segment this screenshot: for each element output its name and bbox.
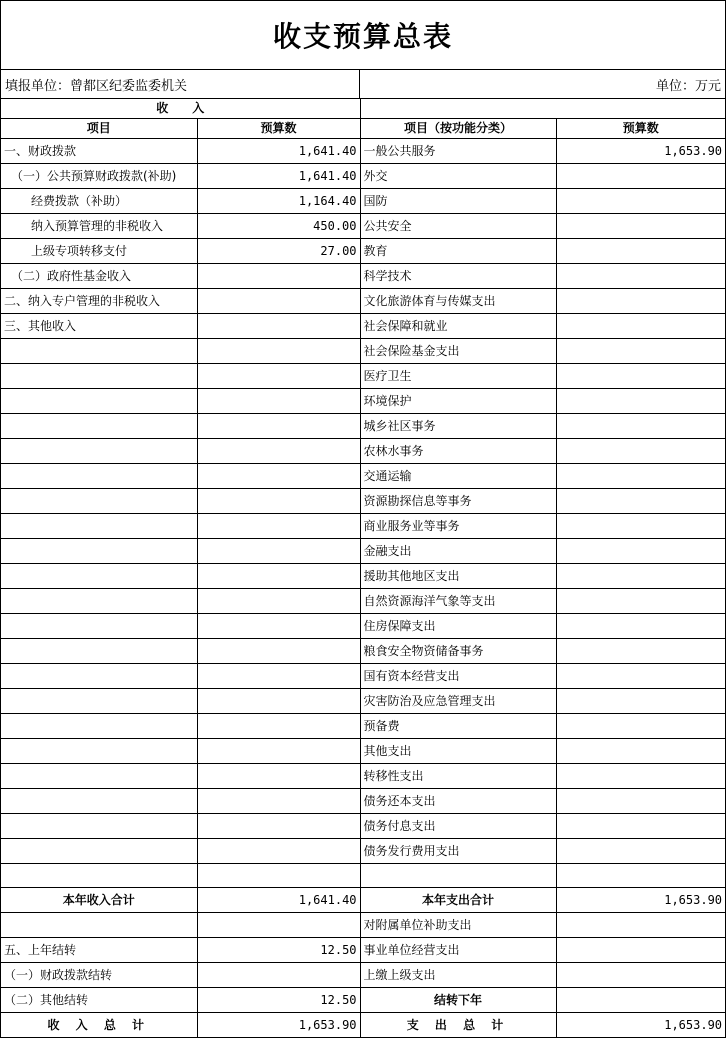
table-row xyxy=(1,389,725,414)
table-row xyxy=(1,839,725,864)
income-item-header: 项目 xyxy=(1,119,197,139)
income-item-cell: 二、纳入专户管理的非税收入 xyxy=(1,289,197,314)
income-amount-cell xyxy=(197,839,360,864)
expense-amount-cell xyxy=(556,239,725,264)
income-item-cell xyxy=(1,489,197,514)
expense-amount-cell xyxy=(556,689,725,714)
income-amount-cell: 1,641.40 xyxy=(197,139,360,164)
expense-amount-cell xyxy=(556,664,725,689)
table-row xyxy=(1,789,725,814)
expense-amount-cell xyxy=(556,764,725,789)
expense-amount-cell xyxy=(556,589,725,614)
table-row xyxy=(1,864,725,888)
income-item-cell: （一）财政拨款结转 xyxy=(1,963,197,988)
expense-amount-cell xyxy=(556,614,725,639)
income-amount-cell xyxy=(197,514,360,539)
income-amount-cell: 12.50 xyxy=(197,988,360,1013)
grand-income-total-value: 1,653.90 xyxy=(197,1013,360,1038)
income-item-cell: 五、上年结转 xyxy=(1,938,197,963)
income-amount-cell xyxy=(197,639,360,664)
expense-amount-cell xyxy=(556,839,725,864)
table-row xyxy=(1,764,725,789)
expense-item-cell: 国防 xyxy=(360,189,556,214)
income-item-cell xyxy=(1,614,197,639)
income-item-cell: （二）政府性基金收入 xyxy=(1,264,197,289)
table-row xyxy=(1,614,725,639)
expense-item-cell: 灾害防治及应急管理支出 xyxy=(360,689,556,714)
table-row xyxy=(1,439,725,464)
table-row xyxy=(1,264,725,289)
income-item-cell xyxy=(1,789,197,814)
year-total-row xyxy=(1,888,725,913)
expense-amount-cell xyxy=(556,514,725,539)
income-item-cell xyxy=(1,839,197,864)
income-amount-cell xyxy=(197,714,360,739)
income-amount-cell xyxy=(197,913,360,938)
expense-item-cell: 金融支出 xyxy=(360,539,556,564)
income-amount-cell xyxy=(197,564,360,589)
reporting-unit: 填报单位：曾都区纪委监委机关 xyxy=(1,70,360,98)
expense-amount-cell xyxy=(556,439,725,464)
income-item-cell: （一）公共预算财政拨款(补助) xyxy=(1,164,197,189)
expense-amount-cell xyxy=(556,988,725,1013)
column-header-row xyxy=(1,119,725,139)
year-income-total-value: 1,641.40 xyxy=(197,888,360,913)
year-expense-total-value: 1,653.90 xyxy=(556,888,725,913)
table-row xyxy=(1,514,725,539)
expense-item-cell: 环境保护 xyxy=(360,389,556,414)
expense-amount-cell xyxy=(556,264,725,289)
income-item-cell: 三、其他收入 xyxy=(1,314,197,339)
table-row xyxy=(1,164,725,189)
income-item-cell xyxy=(1,539,197,564)
expense-item-cell: 交通运输 xyxy=(360,464,556,489)
table-row xyxy=(1,214,725,239)
income-item-cell xyxy=(1,464,197,489)
grand-expense-total-label: 支 出 总 计 xyxy=(360,1013,556,1038)
table-row xyxy=(1,364,725,389)
income-amount-cell: 12.50 xyxy=(197,938,360,963)
expense-amount-cell xyxy=(556,938,725,963)
expense-amount-cell xyxy=(556,739,725,764)
income-item-cell: 一、财政拨款 xyxy=(1,139,197,164)
expense-item-cell: 商业服务业等事务 xyxy=(360,514,556,539)
year-income-total-label: 本年收入合计 xyxy=(1,888,197,913)
page-title: 收支预算总表 xyxy=(1,1,725,70)
income-amount-cell xyxy=(197,489,360,514)
expense-amount-cell xyxy=(556,189,725,214)
expense-item-cell: 资源勘探信息等事务 xyxy=(360,489,556,514)
expense-amount-cell: 1,653.90 xyxy=(556,139,725,164)
expense-amount-cell xyxy=(556,489,725,514)
income-item-cell xyxy=(1,564,197,589)
expense-item-cell: 援助其他地区支出 xyxy=(360,564,556,589)
income-amount-cell xyxy=(197,814,360,839)
table-row xyxy=(1,139,725,164)
expense-item-cell: 社会保险基金支出 xyxy=(360,339,556,364)
table-row xyxy=(1,664,725,689)
income-item-cell xyxy=(1,764,197,789)
income-amount-cell xyxy=(197,864,360,888)
income-section-label: 收 入 xyxy=(1,99,360,119)
income-amount-cell xyxy=(197,339,360,364)
income-amount-cell: 450.00 xyxy=(197,214,360,239)
income-amount-cell xyxy=(197,614,360,639)
income-amount-cell xyxy=(197,963,360,988)
income-amount-cell xyxy=(197,539,360,564)
income-amount-cell xyxy=(197,689,360,714)
expense-item-cell: 医疗卫生 xyxy=(360,364,556,389)
table-row xyxy=(1,539,725,564)
expense-item-cell: 公共安全 xyxy=(360,214,556,239)
expense-item-cell: 转移性支出 xyxy=(360,764,556,789)
income-item-cell xyxy=(1,689,197,714)
expense-item-cell: 事业单位经营支出 xyxy=(360,938,556,963)
income-item-cell xyxy=(1,714,197,739)
table-row xyxy=(1,414,725,439)
table-row xyxy=(1,314,725,339)
expense-amount-cell xyxy=(556,814,725,839)
expense-item-cell: 文化旅游体育与传媒支出 xyxy=(360,289,556,314)
income-item-cell xyxy=(1,913,197,938)
income-amount-header: 预算数 xyxy=(197,119,360,139)
income-item-cell xyxy=(1,664,197,689)
expense-item-cell: 国有资本经营支出 xyxy=(360,664,556,689)
income-amount-cell: 1,641.40 xyxy=(197,164,360,189)
expense-amount-cell xyxy=(556,963,725,988)
table-row xyxy=(1,814,725,839)
income-amount-cell xyxy=(197,364,360,389)
expense-section-label xyxy=(360,99,725,119)
expense-amount-cell xyxy=(556,389,725,414)
expense-item-cell: 科学技术 xyxy=(360,264,556,289)
table-row xyxy=(1,639,725,664)
expense-item-cell xyxy=(360,864,556,888)
budget-table xyxy=(1,99,725,1037)
expense-item-cell: 其他支出 xyxy=(360,739,556,764)
grand-income-total-label: 收 入 总 计 xyxy=(1,1013,197,1038)
table-row xyxy=(1,189,725,214)
expense-item-cell: 对附属单位补助支出 xyxy=(360,913,556,938)
income-item-cell xyxy=(1,439,197,464)
expense-amount-cell xyxy=(556,714,725,739)
income-item-cell: 纳入预算管理的非税收入 xyxy=(1,214,197,239)
expense-amount-cell xyxy=(556,639,725,664)
table-row xyxy=(1,464,725,489)
expense-item-cell: 债务发行费用支出 xyxy=(360,839,556,864)
expense-item-cell: 结转下年 xyxy=(360,988,556,1013)
income-amount-cell xyxy=(197,289,360,314)
income-amount-cell xyxy=(197,414,360,439)
income-amount-cell xyxy=(197,264,360,289)
income-item-cell xyxy=(1,639,197,664)
table-row xyxy=(1,489,725,514)
income-item-cell xyxy=(1,339,197,364)
income-item-cell xyxy=(1,364,197,389)
income-amount-cell xyxy=(197,664,360,689)
income-amount-cell: 1,164.40 xyxy=(197,189,360,214)
income-amount-cell xyxy=(197,464,360,489)
expense-item-cell: 一般公共服务 xyxy=(360,139,556,164)
expense-amount-cell xyxy=(556,564,725,589)
expense-amount-cell xyxy=(556,164,725,189)
table-row xyxy=(1,913,725,938)
expense-item-cell: 上缴上级支出 xyxy=(360,963,556,988)
expense-amount-cell xyxy=(556,414,725,439)
expense-item-cell: 粮食安全物资储备事务 xyxy=(360,639,556,664)
expense-item-cell: 债务还本支出 xyxy=(360,789,556,814)
income-amount-cell xyxy=(197,589,360,614)
expense-amount-cell xyxy=(556,913,725,938)
table-row xyxy=(1,988,725,1013)
table-row xyxy=(1,339,725,364)
income-amount-cell xyxy=(197,789,360,814)
table-row xyxy=(1,714,725,739)
expense-amount-cell xyxy=(556,364,725,389)
table-row xyxy=(1,239,725,264)
expense-amount-cell xyxy=(556,339,725,364)
currency-unit: 单位：万元 xyxy=(655,78,721,94)
table-row xyxy=(1,589,725,614)
expense-amount-cell xyxy=(556,864,725,888)
income-amount-cell xyxy=(197,389,360,414)
income-amount-cell xyxy=(197,739,360,764)
table-row xyxy=(1,963,725,988)
expense-amount-cell xyxy=(556,214,725,239)
section-header-row xyxy=(1,99,725,119)
income-item-cell xyxy=(1,389,197,414)
income-item-cell: 经费拨款（补助） xyxy=(1,189,197,214)
expense-item-cell: 农林水事务 xyxy=(360,439,556,464)
income-item-cell xyxy=(1,864,197,888)
expense-amount-cell xyxy=(556,289,725,314)
expense-item-cell: 外交 xyxy=(360,164,556,189)
expense-item-cell: 预备费 xyxy=(360,714,556,739)
expense-item-cell: 自然资源海洋气象等支出 xyxy=(360,589,556,614)
income-amount-cell xyxy=(197,764,360,789)
income-item-cell xyxy=(1,814,197,839)
income-item-cell xyxy=(1,514,197,539)
table-row xyxy=(1,289,725,314)
income-amount-cell xyxy=(197,439,360,464)
income-item-cell xyxy=(1,589,197,614)
expense-item-cell: 城乡社区事务 xyxy=(360,414,556,439)
income-item-cell: 上级专项转移支付 xyxy=(1,239,197,264)
expense-amount-cell xyxy=(556,789,725,814)
income-item-cell xyxy=(1,414,197,439)
grand-total-row xyxy=(1,1013,725,1038)
income-item-cell xyxy=(1,739,197,764)
year-expense-total-label: 本年支出合计 xyxy=(360,888,556,913)
income-item-cell: （二）其他结转 xyxy=(1,988,197,1013)
expense-amount-cell xyxy=(556,539,725,564)
unit-info-row xyxy=(1,70,725,99)
expense-item-header: 项目（按功能分类） xyxy=(360,119,556,139)
expense-amount-cell xyxy=(556,464,725,489)
table-row xyxy=(1,689,725,714)
income-amount-cell: 27.00 xyxy=(197,239,360,264)
expense-item-cell: 住房保障支出 xyxy=(360,614,556,639)
expense-amount-header: 预算数 xyxy=(556,119,725,139)
expense-item-cell: 债务付息支出 xyxy=(360,814,556,839)
table-row xyxy=(1,739,725,764)
table-row xyxy=(1,938,725,963)
expense-item-cell: 社会保障和就业 xyxy=(360,314,556,339)
table-row xyxy=(1,564,725,589)
grand-expense-total-value: 1,653.90 xyxy=(556,1013,725,1038)
expense-amount-cell xyxy=(556,314,725,339)
expense-item-cell: 教育 xyxy=(360,239,556,264)
income-amount-cell xyxy=(197,314,360,339)
